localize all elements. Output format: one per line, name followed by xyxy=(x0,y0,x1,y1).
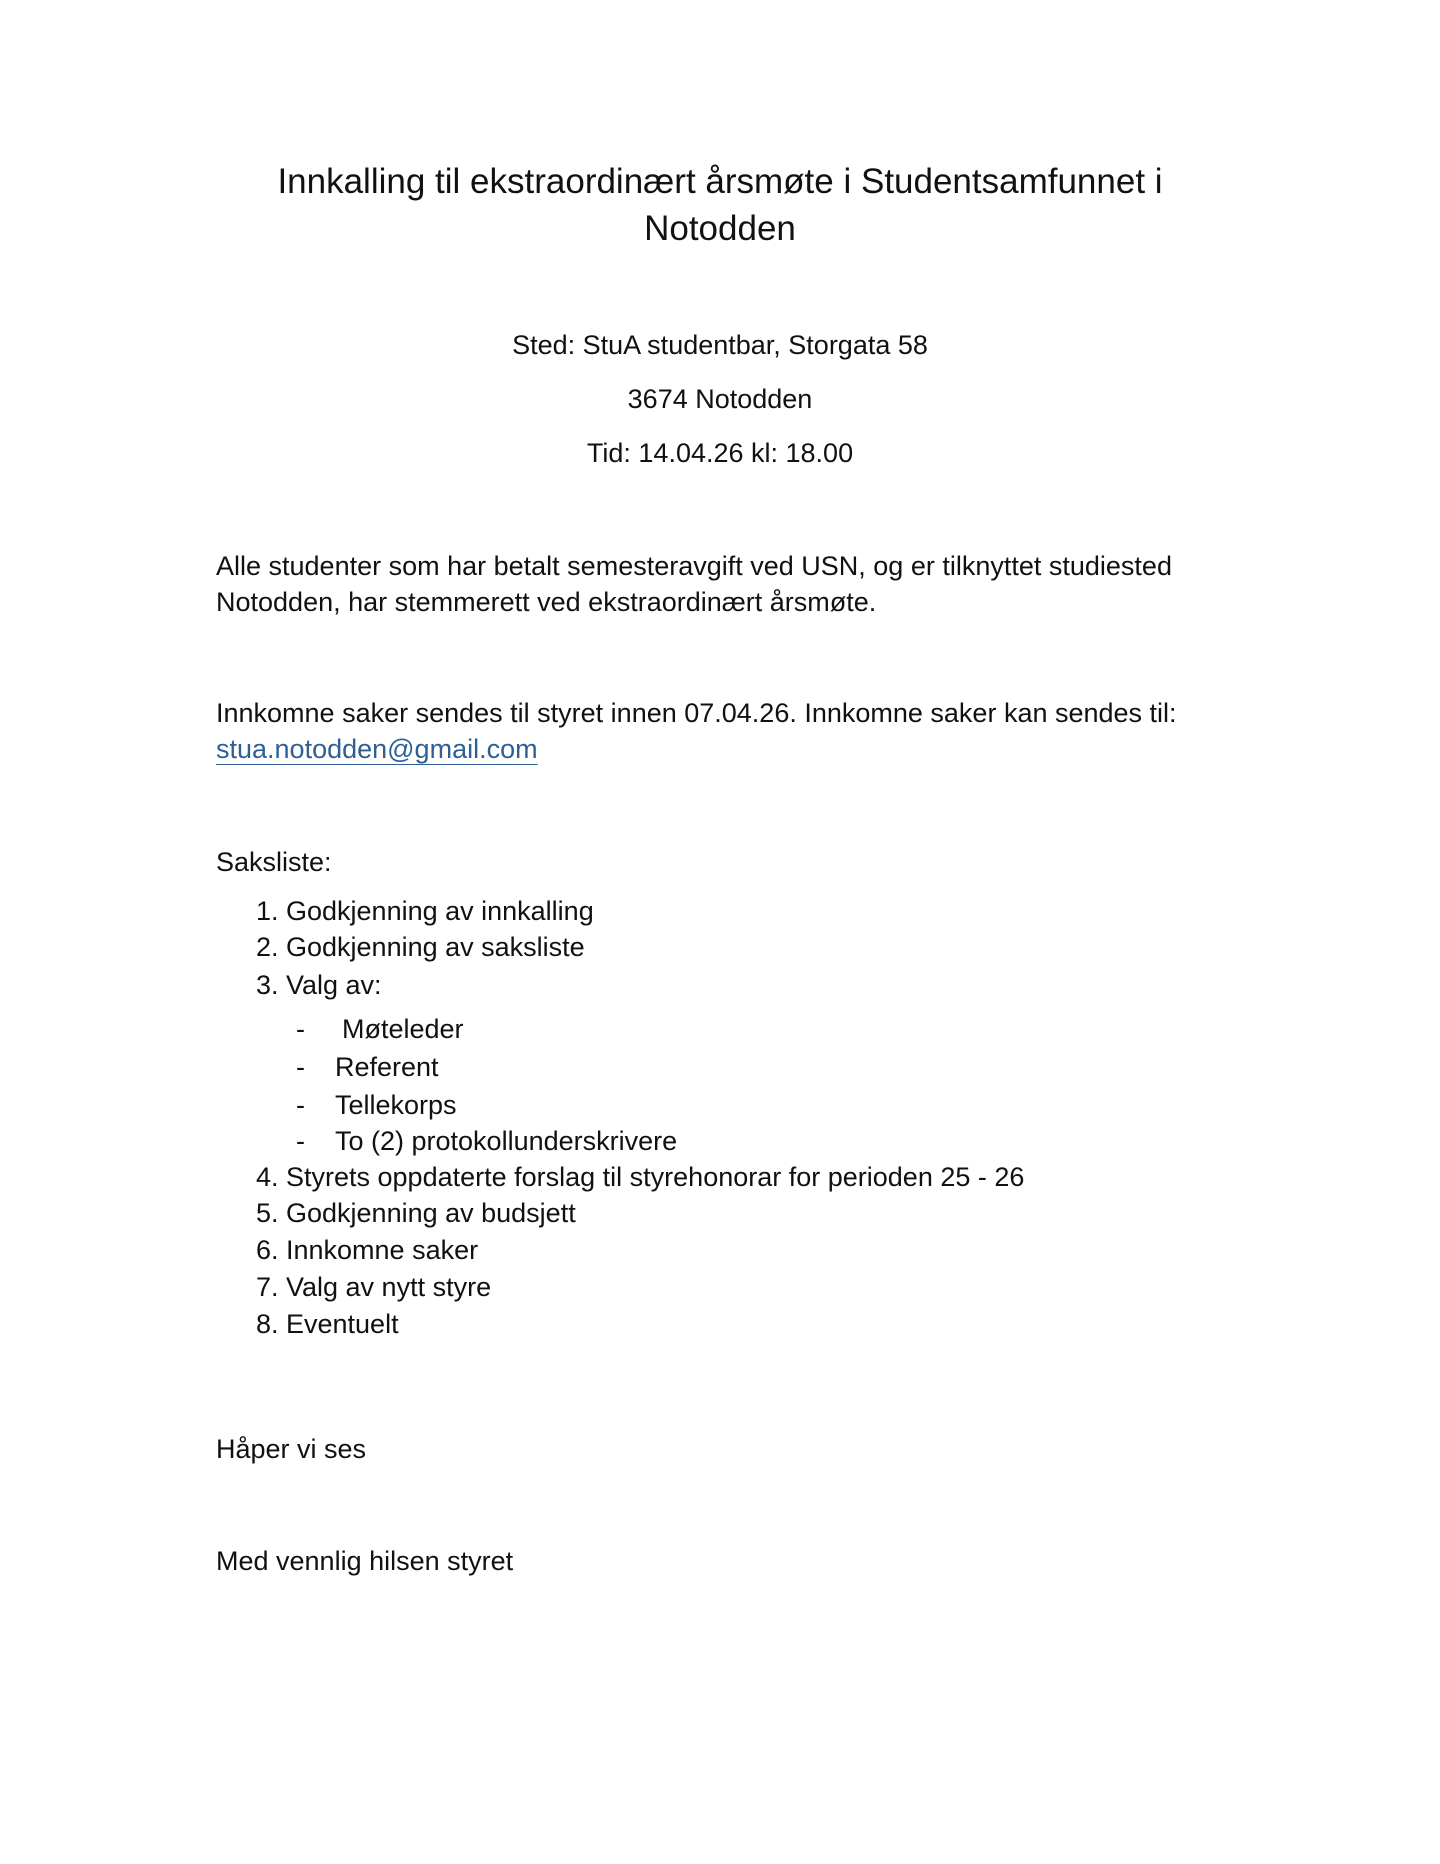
agenda-sub-item-text: Tellekorps xyxy=(335,1090,457,1120)
agenda-item-number: 7. xyxy=(256,1272,279,1302)
dash-bullet: - xyxy=(296,1090,305,1120)
meeting-time: Tid: 14.04.26 kl: 18.00 xyxy=(586,438,854,468)
agenda-item-number: 2. xyxy=(256,932,279,962)
agenda-item-number: 5. xyxy=(256,1198,279,1228)
agenda-item-text: Godkjenning av saksliste xyxy=(286,932,585,962)
agenda-item-number: 6. xyxy=(256,1235,279,1265)
dash-bullet: - xyxy=(296,1014,305,1044)
agenda-item-number: 1. xyxy=(256,896,279,926)
agenda-item-number: 3. xyxy=(256,970,279,1000)
agenda-sub-item-text: Møteleder xyxy=(342,1014,464,1044)
agenda-item-text: Valg av nytt styre xyxy=(286,1272,492,1302)
dash-bullet: - xyxy=(296,1126,305,1156)
contact-email-link[interactable]: stua.notodden@gmail.com xyxy=(216,734,538,764)
agenda-sub-item-text: To (2) protokollunderskrivere xyxy=(335,1126,678,1156)
title-line-1: Innkalling til ekstraordinært årsmøte i Studentsamfunnet i xyxy=(277,162,1163,201)
meeting-place: Sted: StuA studentbar, Storgata 58 xyxy=(512,330,928,360)
closing-signature: Med vennlig hilsen styret xyxy=(216,1546,514,1576)
agenda-item-text: Godkjenning av budsjett xyxy=(286,1198,576,1228)
agenda-sub-item-text: Referent xyxy=(335,1052,439,1082)
meeting-postal: 3674 Notodden xyxy=(627,384,813,414)
eligibility-paragraph xyxy=(216,548,1246,620)
title-line-2: Notodden xyxy=(644,209,796,248)
agenda-item-text: Godkjenning av innkalling xyxy=(286,896,594,926)
agenda-heading: Saksliste: xyxy=(216,847,332,877)
agenda-item-number: 8. xyxy=(256,1309,279,1339)
agenda-item-number: 4. xyxy=(256,1162,279,1192)
eligibility-line-1: Alle studenter som har betalt semesteravgift ved USN, og er tilknyttet studiested xyxy=(216,551,1172,581)
submissions-paragraph xyxy=(216,695,1246,767)
agenda-item-text: Styrets oppdaterte forslag til styrehonorar for perioden 25 - 26 xyxy=(286,1162,1025,1192)
eligibility-line-2: Notodden, har stemmerett ved ekstraordinært årsmøte. xyxy=(216,587,877,617)
closing-hope: Håper vi ses xyxy=(216,1434,367,1464)
dash-bullet: - xyxy=(296,1052,305,1082)
agenda-item-text: Innkomne saker xyxy=(286,1235,479,1265)
agenda-item-text: Valg av: xyxy=(286,970,382,1000)
agenda-item-text: Eventuelt xyxy=(286,1309,399,1339)
document-title xyxy=(200,158,1240,252)
submissions-text: Innkomne saker sendes til styret innen 07.04.26. Innkomne saker kan sendes til: xyxy=(216,698,1177,728)
